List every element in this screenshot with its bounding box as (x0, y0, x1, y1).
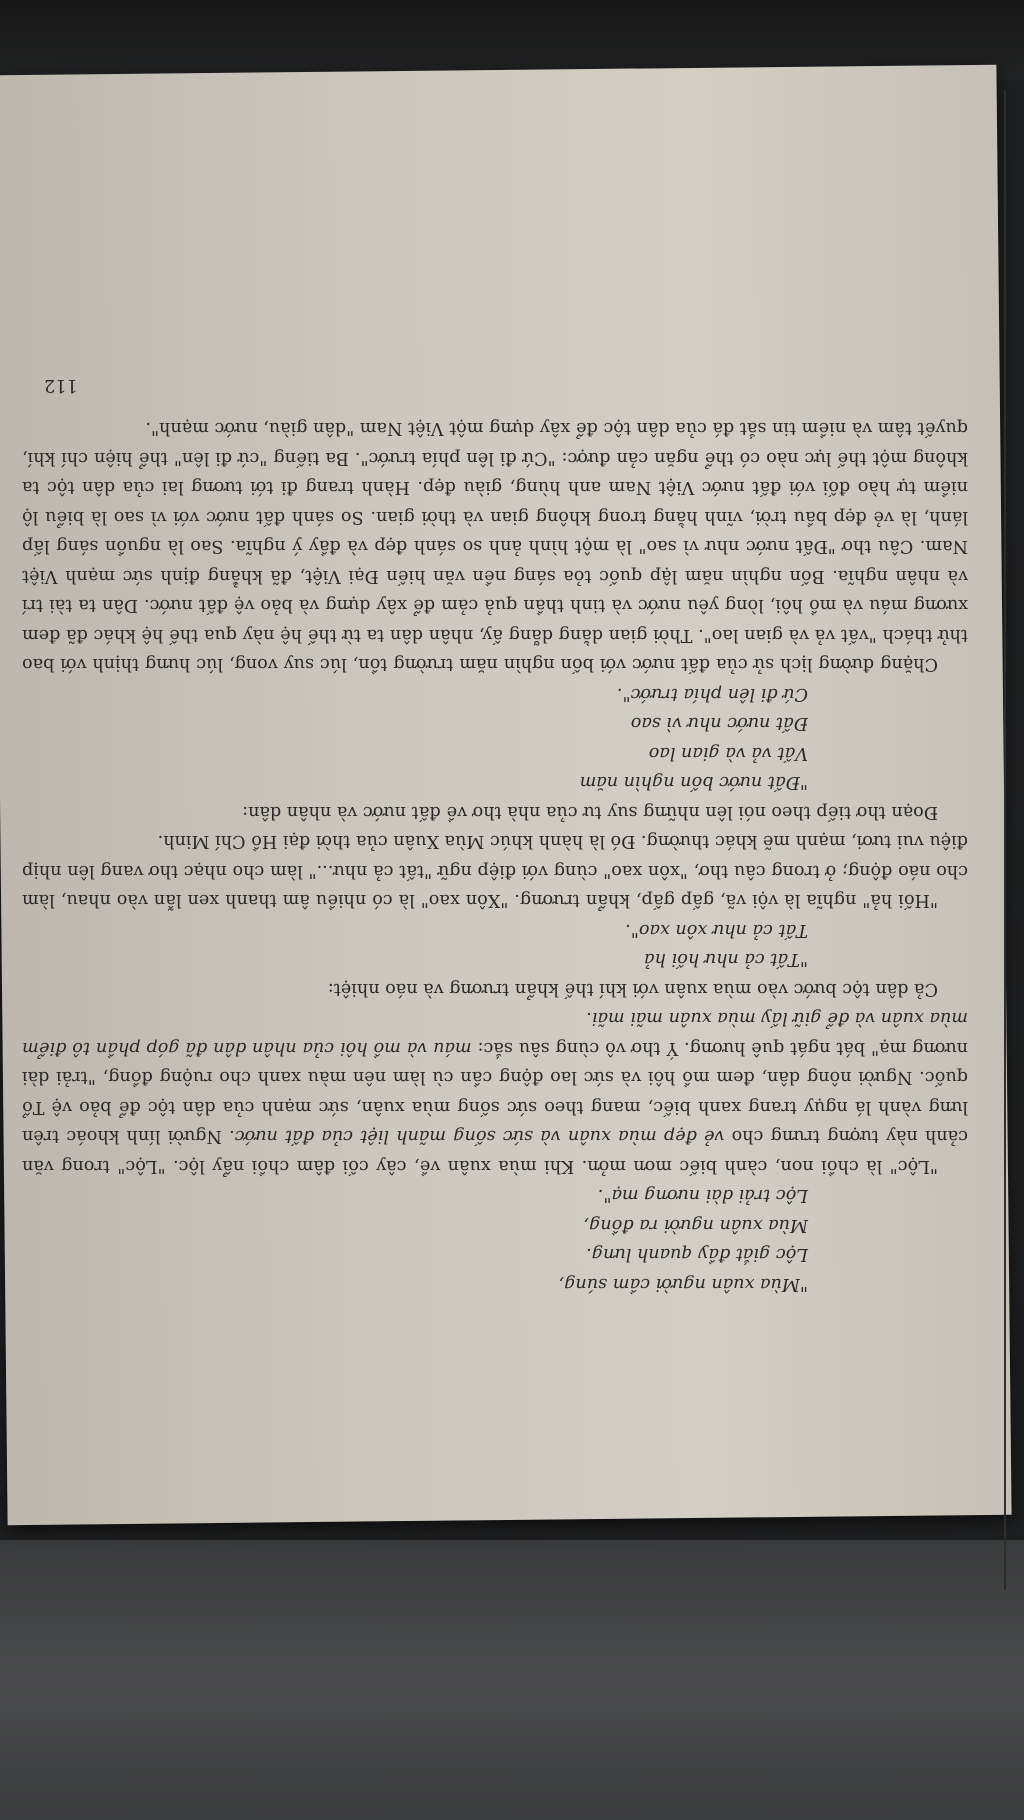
paragraph-loc (22, 1003, 968, 1180)
paragraph-hoi-ha: "Hối hả" nghĩa là vội vã, gấp gấp, khẩn trương. "Xôn xao" là có nhiều âm thanh xen lẫn vào nhau, làm cho náo động; ở trong câu thơ, "xôn xao" cùng với điệp ngữ "tất cả như..." làm cho nhạc thơ vang lên nhịp điệu vui tươi, mạnh mẽ khác thường. Đó là hành khúc Mùa Xuân của thời đại Hồ Chí Minh. (22, 831, 968, 911)
poem-stanza-1 (22, 1180, 808, 1298)
poem-line: "Tất cả như hối hả (644, 949, 808, 970)
italic-run: máu và mồ hôi của nhân dân đã góp phần tô điểm mùa xuân và để giữ lấy mùa xuân mãi mãi. (22, 1008, 968, 1058)
paragraph-chang-duong: Chặng đường lịch sử của đất nước với bốn nghìn năm trường tồn, lúc suy vong, lúc hưng thịnh với bao thử thách "vất vả và gian lao". Thời gian dằng dẵng ấy, nhân dân ta từ thế hệ này qua thế hệ khác đã đem xương máu và mồ hôi, lòng yêu nước và tinh thần quả cảm để xây dựng và bảo vệ đất nước. Dân ta tài trí và nhân nghĩa. Bốn nghìn năm lập quốc tỏa sáng nền văn hiến Đại Việt, đã khẳng định sức mạnh Việt Nam. Câu thơ "Đất nước như vì sao" là một hình ảnh so sánh đẹp và đầy ý nghĩa. Sao là nguồn sáng lấp lánh, là vẻ đẹp bầu trời, vĩnh hằng trong không gian và thời gian. So sánh đất nước với vì sao là biểu lộ niềm tự hào đối với đất nước Việt Nam anh hùng, giàu đẹp. Hành trang đi tới tương lai của dân tộc ta không một thế lực nào có thể ngăn cản được: "Cứ đi lên phía trước". Ba tiếng "cứ đi lên" thể hiện chí khí, quyết tâm và niềm tin sắt đá của dân tộc để xây dựng một Việt Nam "dân giàu, nước mạnh". (22, 418, 968, 675)
text-run: "Lộc" là chồi non, cành biếc mơn mởn. Khi mùa xuân về, cây cối đâm chồi nẩy lộc. "Lộc" trong văn cảnh này tượng trưng cho (22, 1126, 968, 1176)
paragraph-intro-3: Đoạn thơ tiếp theo nói lên những suy tư của nhà thơ về đất nước và nhân dân: (242, 802, 938, 822)
italic-run: vẻ đẹp mùa xuân và sức sống mãnh liệt của đất nước. (229, 1126, 725, 1147)
poem-line: Cứ đi lên phía trước". (616, 684, 808, 704)
poem-line: Mùa xuân người ra đồng, (583, 1215, 808, 1235)
page-text (22, 370, 968, 1299)
desk-background (0, 1540, 1024, 1820)
poem-stanza-2 (22, 915, 808, 974)
page-edge (1004, 90, 1006, 1590)
page-number: 112 (44, 375, 78, 395)
poem-line: "Đất nước bốn nghìn năm (579, 772, 808, 793)
poem-line: Lộc trải dài nương mạ". (597, 1185, 808, 1206)
poem-line: Tất cả như xôn xao". (625, 920, 808, 940)
text-run: Người lính khoác trên lưng vành lá ngụy trang xanh biếc, mang theo sức sống mùa xuân, sức mạnh của dân tộc để bảo vệ Tổ quốc. Người nông dân, đem mồ hôi và sức lao động cần cù làm nên màu xanh cho ruộng đồng, "trải dài nương mạ" bát ngát quê hương. Ý thơ vô cùng sâu sắc: (22, 1038, 968, 1147)
poem-line: Đất nước như vì sao (630, 713, 808, 734)
poem-line: Lộc giắt đầy quanh lưng. (586, 1244, 808, 1265)
poem-line: Vất vả và gian lao (648, 743, 808, 763)
paragraph-intro-2: Cả dân tộc bước vào mùa xuân với khí thế khẩn trương và náo nhiệt: (327, 979, 938, 999)
poem-line: "Mùa xuân người cầm súng, (558, 1274, 808, 1294)
poem-stanza-3 (22, 679, 808, 797)
